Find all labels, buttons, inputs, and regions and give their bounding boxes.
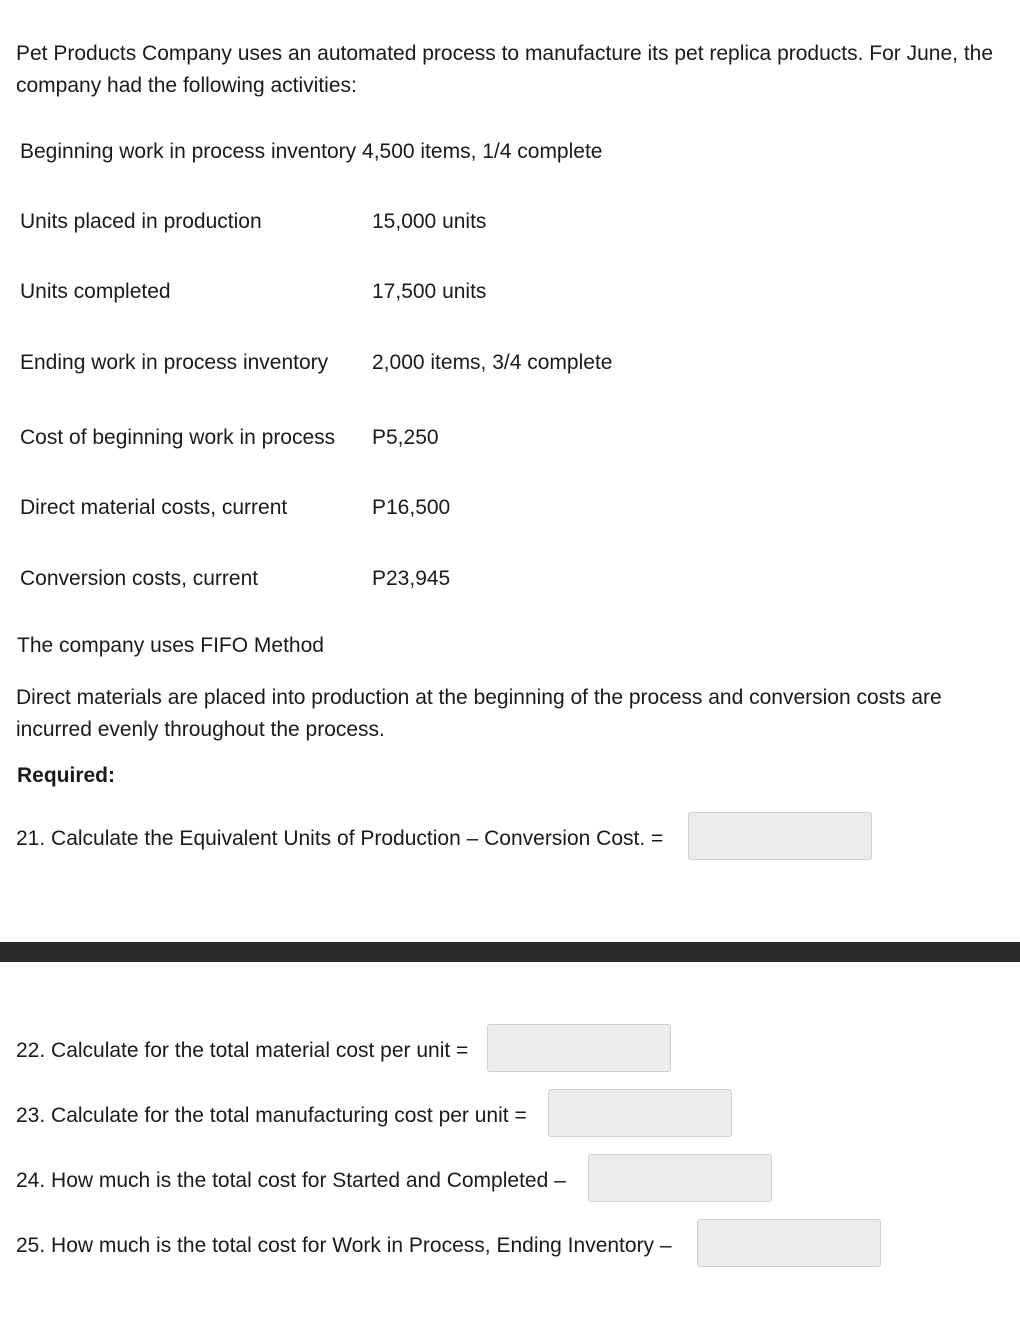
section-divider	[0, 942, 1020, 962]
row-value-units-completed: 17,500 units	[372, 280, 487, 303]
answer-input-23[interactable]	[548, 1089, 732, 1137]
required-heading: Required:	[17, 764, 116, 787]
row-label-conversion-costs: Conversion costs, current	[20, 567, 259, 590]
row-label-direct-material: Direct material costs, current	[20, 496, 288, 519]
row-value-ending-wip: 2,000 items, 3/4 complete	[372, 351, 613, 374]
question-21: 21. Calculate the Equivalent Units of Production – Conversion Cost. =	[16, 827, 664, 850]
row-label-units-completed: Units completed	[20, 280, 171, 303]
process-note: Direct materials are placed into production at the beginning of the process and conversion costs are incurred evenly throughout the process.	[16, 686, 942, 741]
beginning-wip-line: Beginning work in process inventory 4,500 items, 1/4 complete	[20, 140, 603, 163]
question-24: 24. How much is the total cost for Started and Completed –	[16, 1169, 566, 1192]
row-value-cost-beginning-wip: P5,250	[372, 426, 439, 449]
row-label-cost-beginning-wip: Cost of beginning work in process	[20, 426, 336, 449]
question-23: 23. Calculate for the total manufacturing cost per unit =	[16, 1104, 527, 1127]
answer-input-22[interactable]	[487, 1024, 671, 1072]
answer-input-25[interactable]	[697, 1219, 881, 1267]
row-value-units-placed: 15,000 units	[372, 210, 487, 233]
answer-input-21[interactable]	[688, 812, 872, 860]
answer-input-24[interactable]	[588, 1154, 772, 1202]
question-25: 25. How much is the total cost for Work in Process, Ending Inventory –	[16, 1234, 672, 1257]
row-value-conversion-costs: P23,945	[372, 567, 451, 590]
method-statement: The company uses FIFO Method	[17, 634, 324, 657]
row-value-direct-material: P16,500	[372, 496, 451, 519]
row-label-units-placed: Units placed in production	[20, 210, 262, 233]
row-label-ending-wip: Ending work in process inventory	[20, 351, 329, 374]
problem-intro: Pet Products Company uses an automated process to manufacture its pet replica products. For June, the company had the following activities:	[16, 42, 994, 97]
question-22: 22. Calculate for the total material cost per unit =	[16, 1039, 469, 1062]
